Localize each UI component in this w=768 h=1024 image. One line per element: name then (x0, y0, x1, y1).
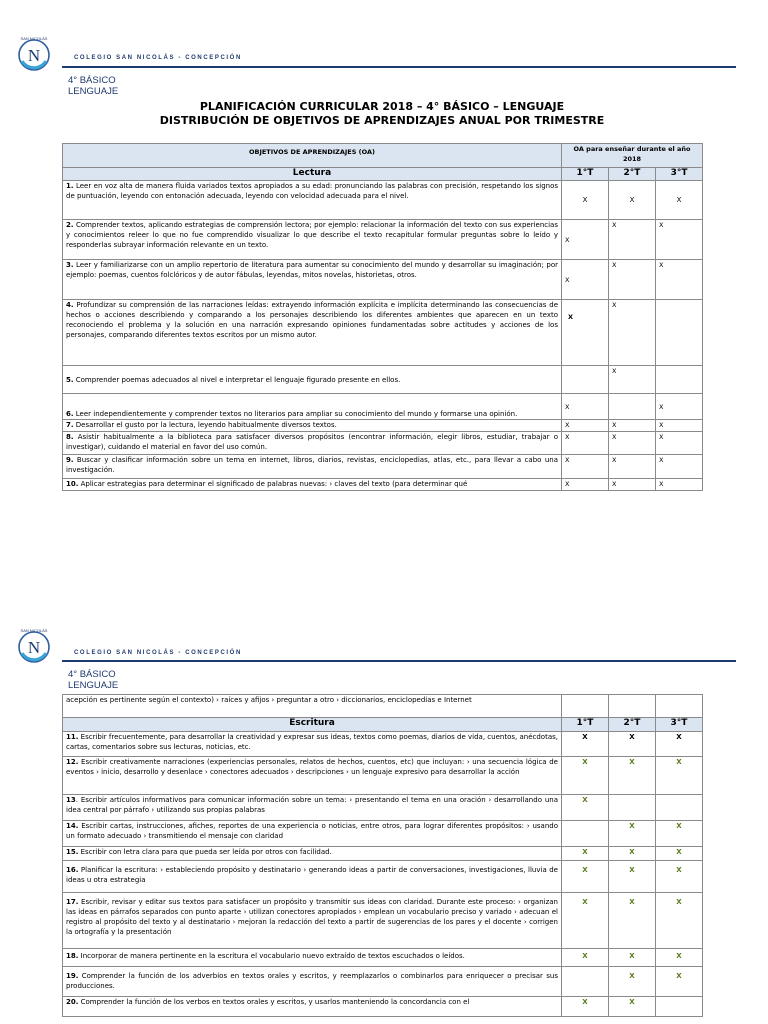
t2-mark: X (609, 455, 656, 479)
objective-description: Planificar la escritura: › estableciendo propósito y destinatario › generando ideas a partir de conversaciones, investigaciones, lluvia de ideas u otra estrategia (66, 866, 558, 884)
objective-description: Leer en voz alta de manera fluida variados textos apropiados a su edad: pronunciando las palabras con precisión, respetando los signos de puntuación, leyendo con entonación adecuada, leyendo con velocidad adecuada para el nivel. (66, 182, 558, 200)
t1-mark: X (562, 455, 609, 479)
objective-number: 15. (66, 848, 79, 856)
objective-number: 1. (66, 182, 74, 190)
objective-number: 6. (66, 410, 74, 418)
table-row (63, 757, 703, 795)
objective-text (63, 220, 562, 260)
objective-description: Escribir cartas, instrucciones, afiches, reportes de una experiencia o noticias, entre otros, para lograr diferentes propósitos: › usando un formato adecuado › transmitiendo el mensaje con claridad (66, 822, 558, 840)
t3-mark: X (656, 732, 703, 757)
table-row (63, 967, 703, 997)
t2-mark: X (609, 821, 656, 847)
objective-text (63, 394, 562, 420)
t2-mark: X (609, 997, 656, 1017)
t3-mark: X (656, 861, 703, 893)
objective-description: Incorporar de manera pertinente en la escritura el vocabulario nuevo extraído de textos escuchados o leídos. (78, 952, 465, 960)
grade-label: 4° BÁSICO (68, 75, 116, 86)
table-row (63, 366, 703, 394)
table-row (63, 455, 703, 479)
objective-description: Desarrollar el gusto por la lectura, leyendo habitualmente diversos textos. (73, 421, 337, 429)
subject-label: LENGUAJE (68, 680, 119, 691)
t1-mark: X (562, 394, 609, 420)
table-header-row (63, 144, 703, 168)
t3-header: 3°T (656, 168, 703, 181)
t2-mark: X (609, 861, 656, 893)
objective-text (63, 455, 562, 479)
t3-mark: X (656, 455, 703, 479)
objective-description: Escribir creativamente narraciones (experiencias personales, relatos de hechos, cuentos, etc) que incluyan: › una secuencia lógica de eventos › inicio, desarrollo y desenlace › conectores adecuados › descripciones › un lenguaje expresivo para desarrollar la acción (66, 758, 558, 776)
objective-number: 11. (66, 733, 79, 741)
objective-text (63, 300, 562, 366)
t2-mark: X (609, 181, 656, 220)
t3-mark: X (656, 757, 703, 795)
t1-mark: X (562, 861, 609, 893)
t2-mark: X (609, 893, 656, 949)
t1-mark: X (562, 181, 609, 220)
objective-text (63, 949, 562, 967)
t2-header: 2°T (609, 718, 656, 732)
t3-mark: X (656, 394, 703, 420)
t2-mark: X (609, 300, 656, 366)
objective-description: Profundizar su comprensión de las narraciones leídas: extrayendo información explícita e implícita determinando las consecuencias de hechos o acciones describiendo y comparando a los personajes describiendo los diferentes ambientes que aparecen en un texto reconociendo el problema y la solución en una narración expresando opiniones fundamentadas sobre actitudes y acciones de los personajes, comparando diferentes textos escritos por un mismo autor. (66, 301, 558, 339)
objective-text (63, 821, 562, 847)
objective-number: 5. (66, 375, 74, 384)
table-row (63, 695, 703, 718)
objectives-header: OBJETIVOS DE APRENDIZAJES (OA) (63, 144, 562, 168)
table-row (63, 997, 703, 1017)
t1-mark: X (562, 300, 609, 366)
objective-number: 14. (66, 822, 79, 830)
t3-mark: X (656, 821, 703, 847)
objective-text (63, 420, 562, 432)
t1-mark: X (562, 997, 609, 1017)
objective-text (63, 479, 562, 491)
t3-mark (656, 366, 703, 394)
objective-description: Comprender textos, aplicando estrategias de comprensión lectora; por ejemplo: relacionar la información del texto con sus experiencias y conocimientos releer lo que no fue comprendido visualizar lo que describe el texto recapitular formular preguntas sobre lo leído y responderlas subrayar información relevante en un texto. (66, 221, 558, 249)
table-row (63, 181, 703, 220)
table-row (63, 861, 703, 893)
objective-description: Asistir habitualmente a la biblioteca para satisfacer diversos propósitos (encontrar información, elegir libros, estudiar, trabajar o investigar), cuidando el material en favor del uso común. (66, 433, 558, 451)
objective-number: 12. (66, 758, 79, 766)
table-row (63, 847, 703, 861)
t1-mark: X (562, 732, 609, 757)
t2-mark: X (609, 732, 656, 757)
t2-mark: X (609, 479, 656, 491)
objective-text (63, 366, 562, 394)
t3-mark: X (656, 260, 703, 300)
t2-mark: X (609, 220, 656, 260)
t3-mark: X (656, 420, 703, 432)
objective-description: Escribir, revisar y editar sus textos para satisfacer un propósito y transmitir sus ideas con claridad. Durante este proceso: › organizan las ideas en párrafos separados con punto aparte › utilizan conectores apropiados › emplean un vocabulario preciso y variado › adecuan el registro al propósito del texto y al destinatario › mejoran la redacción del texto a partir de sugerencias de los pares y el docente › corrigen la ortografía y la presentación (66, 898, 558, 936)
section-row-lectura (63, 168, 703, 181)
objective-text (63, 967, 562, 997)
escritura-table (62, 694, 703, 1017)
objective-description: Aplicar estrategias para determinar el significado de palabras nuevas: › claves del texto (para determinar qué (78, 480, 468, 488)
document-title: PLANIFICACIÓN CURRICULAR 2018 – 4° BÁSICO – LENGUAJE (199, 100, 565, 113)
objective-number: 8. (66, 433, 74, 441)
empty-cell (609, 695, 656, 718)
table-row (63, 420, 703, 432)
objective-number: 17. (66, 898, 79, 906)
t2-mark: X (609, 949, 656, 967)
empty-cell (656, 695, 703, 718)
period-header: OA para enseñar durante el año 2018 (562, 144, 703, 168)
svg-text:N: N (27, 46, 41, 65)
objective-text (63, 847, 562, 861)
objective-text (63, 893, 562, 949)
objective-number: 20. (66, 998, 79, 1006)
t3-mark: X (656, 949, 703, 967)
t1-mark: X (562, 893, 609, 949)
objective-text (63, 757, 562, 795)
objective-number: 13 (66, 796, 76, 804)
objective-text (63, 181, 562, 220)
t2-header: 2°T (609, 168, 656, 181)
t1-header: 1°T (562, 718, 609, 732)
objective-number: 10. (66, 480, 79, 488)
table-row (63, 220, 703, 260)
school-logo-icon (14, 34, 54, 74)
header-rule (62, 660, 736, 662)
grade-label: 4° BÁSICO (68, 669, 116, 680)
table-row (63, 394, 703, 420)
table-row (63, 260, 703, 300)
table-row (63, 479, 703, 491)
t2-mark: X (609, 967, 656, 997)
t3-mark: X (656, 847, 703, 861)
table-row (63, 432, 703, 455)
page-2 (0, 622, 768, 1024)
objective-description: . Escribir artículos informativos para comunicar información sobre un tema: › presentando el tema en una oración › desarrollando una idea central por párrafo › utilizando sus propias palabras (66, 796, 558, 814)
objective-text (63, 795, 562, 821)
objective-description: Comprender poemas adecuados al nivel e interpretar el lenguaje figurado presente en ellos. (73, 375, 401, 384)
objective-description: Comprender la función de los adverbios en textos orales y escritos, y reemplazarlos o combinarlos para enriquecer o precisar sus producciones. (66, 972, 558, 990)
t1-mark: X (562, 795, 609, 821)
subject-label: LENGUAJE (68, 86, 119, 97)
table-row (63, 795, 703, 821)
svg-text:N: N (27, 638, 41, 657)
table-row (63, 821, 703, 847)
t1-mark: X (562, 260, 609, 300)
t1-mark: X (562, 420, 609, 432)
t3-mark (656, 997, 703, 1017)
t1-mark (562, 366, 609, 394)
t1-mark: X (562, 847, 609, 861)
school-logo-icon (14, 626, 54, 666)
objective-text (63, 732, 562, 757)
objective-text (63, 997, 562, 1017)
t2-mark: X (609, 420, 656, 432)
t1-mark (562, 967, 609, 997)
t3-header: 3°T (656, 718, 703, 732)
t1-mark: X (562, 220, 609, 260)
t2-mark: X (609, 847, 656, 861)
table-row (63, 732, 703, 757)
objective-number: 3. (66, 261, 74, 269)
t1-mark: X (562, 949, 609, 967)
objective-description: Escribir con letra clara para que pueda ser leída por otros con facilidad. (78, 848, 332, 856)
t3-mark: X (656, 220, 703, 260)
section-title-escritura: Escritura (63, 718, 562, 732)
svg-text:SAN NICOLÁS: SAN NICOLÁS (20, 628, 48, 633)
objective-number: 18. (66, 952, 79, 960)
objective-text (63, 861, 562, 893)
t1-mark (562, 821, 609, 847)
table-row (63, 893, 703, 949)
lectura-table (62, 143, 703, 491)
t1-mark: X (562, 757, 609, 795)
t3-mark: X (656, 479, 703, 491)
objective-text (63, 260, 562, 300)
objective-description: Leer independientemente y comprender textos no literarios para ampliar su conocimiento del mundo y formarse una opinión. (73, 410, 518, 418)
objective-number: 19. (66, 972, 79, 980)
svg-text:SAN NICOLÁS: SAN NICOLÁS (20, 36, 48, 41)
school-name: COLEGIO SAN NICOLÁS - CONCEPCIÓN (74, 650, 242, 656)
section-row-escritura (63, 718, 703, 732)
document-subtitle: DISTRIBUCIÓN DE OBJETIVOS DE APRENDIZAJES ANUAL POR TRIMESTRE (159, 114, 605, 127)
objective-description: Comprender la función de los verbos en textos orales y escritos, y usarlos manteniendo la concordancia con el (78, 998, 470, 1006)
header-rule (62, 66, 736, 68)
objective-number: 9. (66, 456, 74, 464)
school-name: COLEGIO SAN NICOLÁS - CONCEPCIÓN (74, 55, 242, 61)
t3-mark (656, 795, 703, 821)
table-row (63, 300, 703, 366)
t2-mark: X (609, 260, 656, 300)
t2-mark: X (609, 366, 656, 394)
objective-description: Leer y familiarizarse con un amplio repertorio de literatura para aumentar su conocimiento del mundo y desarrollar su imaginación; por ejemplo: poemas, cuentos folclóricos y de autor fábulas, leyendas, mitos novelas, historietas, otros. (66, 261, 558, 279)
continuation-text: acepción es pertinente según el contexto) › raíces y afijos › preguntar a otro › diccionarios, enciclopedias e Internet (63, 695, 562, 718)
objective-description: Buscar y clasificar información sobre un tema en internet, libros, diarios, revistas, enciclopedias, atlas, etc., para llevar a cabo una investigación. (66, 456, 558, 474)
objective-number: 7. (66, 421, 74, 429)
objective-number: 2. (66, 221, 74, 229)
section-title-lectura: Lectura (63, 168, 562, 181)
t2-mark: X (609, 757, 656, 795)
t2-mark (609, 795, 656, 821)
t1-mark: X (562, 432, 609, 455)
objective-number: 16. (66, 866, 79, 874)
t3-mark: X (656, 181, 703, 220)
objective-number: 4. (66, 301, 74, 309)
t2-mark (609, 394, 656, 420)
objective-text (63, 432, 562, 455)
t3-mark: X (656, 432, 703, 455)
t3-mark (656, 300, 703, 366)
t3-mark: X (656, 967, 703, 997)
table-row (63, 949, 703, 967)
t3-mark: X (656, 893, 703, 949)
t2-mark: X (609, 432, 656, 455)
objective-description: Escribir frecuentemente, para desarrollar la creatividad y expresar sus ideas, textos como poemas, diarios de vida, cuentos, anécdotas, cartas, comentarios sobre sus lecturas, noticias, etc. (66, 733, 558, 751)
t1-mark: X (562, 479, 609, 491)
t1-header: 1°T (562, 168, 609, 181)
empty-cell (562, 695, 609, 718)
